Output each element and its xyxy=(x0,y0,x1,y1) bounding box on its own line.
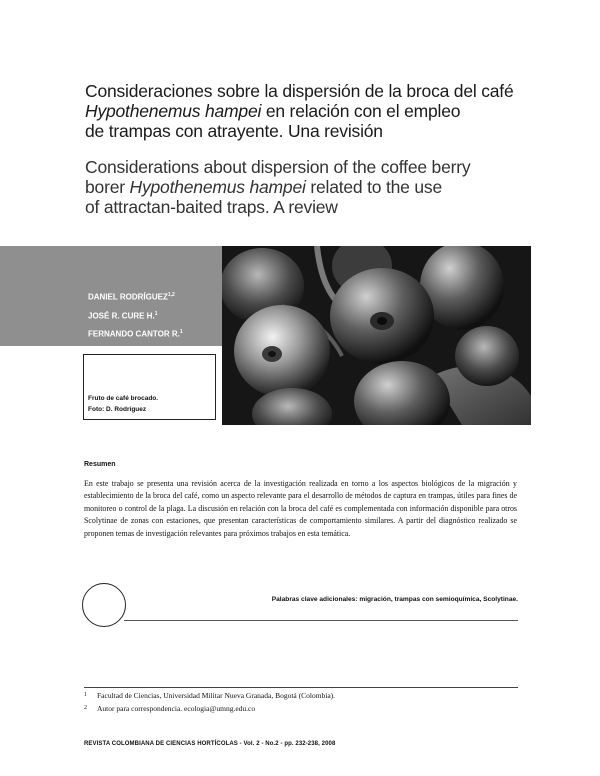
title-en-species: Hypothenemus hampei xyxy=(129,177,306,197)
title-en-line1: Considerations about dispersion of the coffee berry xyxy=(85,157,471,177)
title-es-line2: en relación con el empleo xyxy=(261,101,461,121)
resumen-body: En este trabajo se presenta una revisión acerca de la investigación realizada en torno a los aspectos biológicos de la migración y establecimiento de la broca del café, como un aspecto relevante para el desarrollo de métodos de captura en trampas, útiles para fines de monitoreo o control de la plaga. La discusión en relación con la broca del café es complementada con información disponible para otros Scolytinae de zonas con estaciones, que presentan características de comportamiento similares. A partir del diagnóstico realizado se proponen temas de investigación relevantes para próximos trabajos en esta temática. xyxy=(84,479,517,538)
caption-text: Fruto de café brocado. xyxy=(88,395,159,402)
journal-citation: REVISTA COLOMBIANA DE CIENCIAS HORTÍCOLAS - Vol. 2 - No.2 - pp. 232-238, 2008 xyxy=(84,741,336,747)
keywords-line: Palabras clave adicionales: migración, trampas con semioquímica, Scolytinae. xyxy=(271,596,518,603)
coffee-berries-photo xyxy=(222,246,531,425)
footnote-divider xyxy=(84,687,518,688)
caption-credit: Foto: D. Rodríguez xyxy=(88,406,147,413)
title-english xyxy=(85,157,555,217)
author-1: DANIEL RODRÍGUEZ$^{1,2}$ xyxy=(88,292,175,302)
author-list xyxy=(88,287,218,343)
footnote-1-text: Facultad de Ciencias, Universidad Militar Nueva Granada, Bogotá (Colombia). xyxy=(97,691,336,700)
author-2: JOSÉ R. CURE H.$^1$ xyxy=(88,310,158,321)
keywords-divider xyxy=(124,620,518,621)
title-en-line2-start: borer xyxy=(85,177,130,197)
resumen-heading: Resumen xyxy=(84,461,116,468)
title-en-line2-rest: related to the use xyxy=(305,177,442,197)
footnote-2-text: Autor para correspondencia. ecologia@umng.edu.co xyxy=(97,704,256,713)
decorative-circle xyxy=(82,583,126,627)
footnote-1-number: 1 xyxy=(84,692,87,698)
title-es-species: Hypothenemus hampei xyxy=(85,101,262,121)
photo-caption-box xyxy=(83,354,216,420)
coffee-berries-illustration xyxy=(222,246,531,425)
footnote-2 xyxy=(84,704,518,713)
title-en-line3: of attractan-baited traps. A review xyxy=(85,197,338,217)
footnote-2-number: 2 xyxy=(84,705,87,711)
photo-caption xyxy=(88,393,213,415)
title-es-line3: de trampas con atrayente. Una revisión xyxy=(85,121,383,141)
author-3: FERNANDO CANTOR R.$^1$ xyxy=(88,329,183,339)
title-es-line1: Consideraciones sobre la dispersión de la broca del café xyxy=(85,81,514,101)
footnote-1 xyxy=(84,691,518,700)
title-spanish xyxy=(85,81,555,141)
